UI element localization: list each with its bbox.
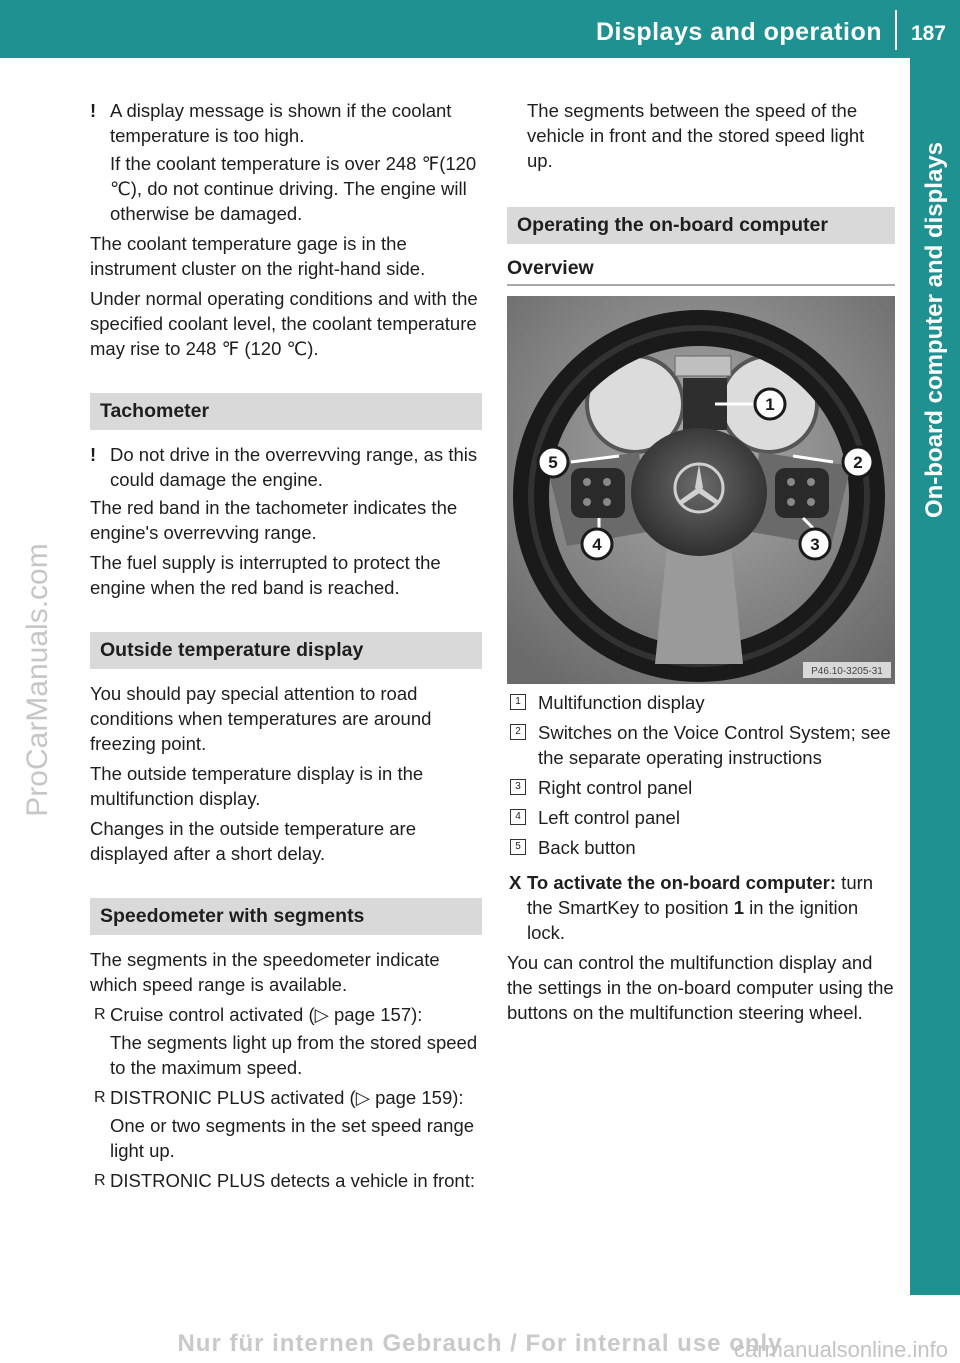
- watermark: ProCarManuals.com: [21, 543, 54, 817]
- svg-text:4: 4: [592, 535, 602, 554]
- tachometer-warning-text: Do not drive in the overrevving range, as this could damage the engine.: [110, 444, 478, 490]
- right-column: [507, 98, 895, 1030]
- bullet-distronic-activated: R DISTRONIC PLUS activated (▷ page 159):: [90, 1085, 482, 1110]
- internal-use-footer: Nur für internen Gebrauch / For internal use only: [177, 1330, 783, 1357]
- svg-text:5: 5: [548, 453, 558, 472]
- bullet-cruise-control: R Cruise control activated (▷ page 157):: [90, 1002, 482, 1027]
- legend-number: 4: [510, 809, 526, 825]
- bullet-cruise-control-detail: The segments light up from the stored speed to the maximum speed.: [110, 1032, 478, 1078]
- overview-heading: Overview: [507, 256, 895, 286]
- action-arrow-icon: X: [509, 872, 522, 893]
- page-section-title: Displays and operation: [595, 18, 882, 46]
- coolant-warning-text: A display message is shown if the coolant temperature is too high.: [110, 100, 452, 146]
- legend-text: Right control panel: [538, 777, 693, 798]
- segments-continued: The segments between the speed of the vehicle in front and the stored speed light up.: [527, 100, 865, 171]
- legend-number: 1: [510, 694, 526, 710]
- warning-icon: !: [90, 444, 97, 465]
- legend-text: Multifunction display: [538, 692, 705, 713]
- section-title-tachometer: Tachometer: [90, 393, 482, 430]
- section-title-speedometer: Speedometer with segments: [90, 898, 482, 935]
- section-title-outside-temperature: Outside temperature display: [90, 632, 482, 669]
- legend-text: Switches on the Voice Control System; see the separate operating instructions: [538, 722, 891, 768]
- tachometer-paragraph-2: The fuel supply is interrupted to protect the engine when the red band is reached.: [90, 552, 441, 598]
- warning-icon: !: [90, 100, 97, 121]
- legend-text: Left control panel: [538, 807, 680, 828]
- tachometer-warning: [90, 442, 482, 492]
- outside-temp-paragraph-3: Changes in the outside temperature are displayed after a short delay.: [90, 818, 417, 864]
- legend-number: 5: [510, 839, 526, 855]
- svg-text:1: 1: [765, 395, 775, 414]
- action-text-end: in the ignition lock.: [527, 897, 859, 943]
- coolant-warning-continued: If the coolant temperature is over 248 ℉(120 ℃), do not continue driving. The engine will otherwise be damaged.: [110, 153, 477, 224]
- coolant-normal-paragraph: Under normal operating conditions and with the specified coolant level, the coolant temperature may rise to 248 ℉ (120 ℃).: [90, 288, 478, 359]
- coolant-gage-paragraph: The coolant temperature gage is in the instrument cluster on the right-hand side.: [90, 233, 426, 279]
- legend-item: [507, 690, 895, 715]
- page-number: 187: [910, 22, 946, 45]
- legend-item: [507, 720, 895, 770]
- chapter-side-tab-label: On-board computer and displays: [921, 141, 948, 519]
- control-paragraph: You can control the multifunction display and the settings in the on-board computer using the buttons on the multifunction steering wheel.: [507, 952, 894, 1023]
- legend-item: [507, 835, 895, 860]
- image-code: P46.10-3205-31: [811, 666, 883, 677]
- legend-number: 2: [510, 724, 526, 740]
- outside-temp-paragraph-2: The outside temperature display is in the multifunction display.: [90, 763, 424, 809]
- legend-item: [507, 775, 895, 800]
- steering-wheel-image: [507, 296, 895, 684]
- svg-text:2: 2: [853, 453, 863, 472]
- coolant-warning: [90, 98, 482, 148]
- legend-list: [507, 690, 895, 860]
- legend-number: 3: [510, 779, 526, 795]
- section-title-onboard-computer: Operating the on-board computer: [507, 207, 895, 244]
- tachometer-paragraph-1: The red band in the tachometer indicates the engine's overrevving range.: [90, 497, 458, 543]
- outside-temp-paragraph-1: You should pay special attention to road conditions when temperatures are around freezing point.: [90, 683, 432, 754]
- ignition-position: 1: [733, 897, 744, 918]
- bullet-distronic-detects: R DISTRONIC PLUS detects a vehicle in front:: [90, 1168, 482, 1193]
- legend-item: [507, 805, 895, 830]
- left-column: [90, 98, 482, 1196]
- header-divider: [895, 10, 897, 50]
- action-activate-onboard-computer: [507, 870, 895, 945]
- action-label: To activate the on-board computer:: [527, 872, 837, 893]
- action-text: turn the SmartKey to position: [527, 872, 874, 918]
- footer-site: carmanualsonline.info: [733, 1337, 948, 1362]
- speedometer-paragraph: The segments in the speedometer indicate which speed range is available.: [90, 949, 440, 995]
- legend-text: Back button: [538, 837, 636, 858]
- svg-text:3: 3: [810, 535, 820, 554]
- bullet-distronic-activated-detail: One or two segments in the set speed range light up.: [110, 1115, 475, 1161]
